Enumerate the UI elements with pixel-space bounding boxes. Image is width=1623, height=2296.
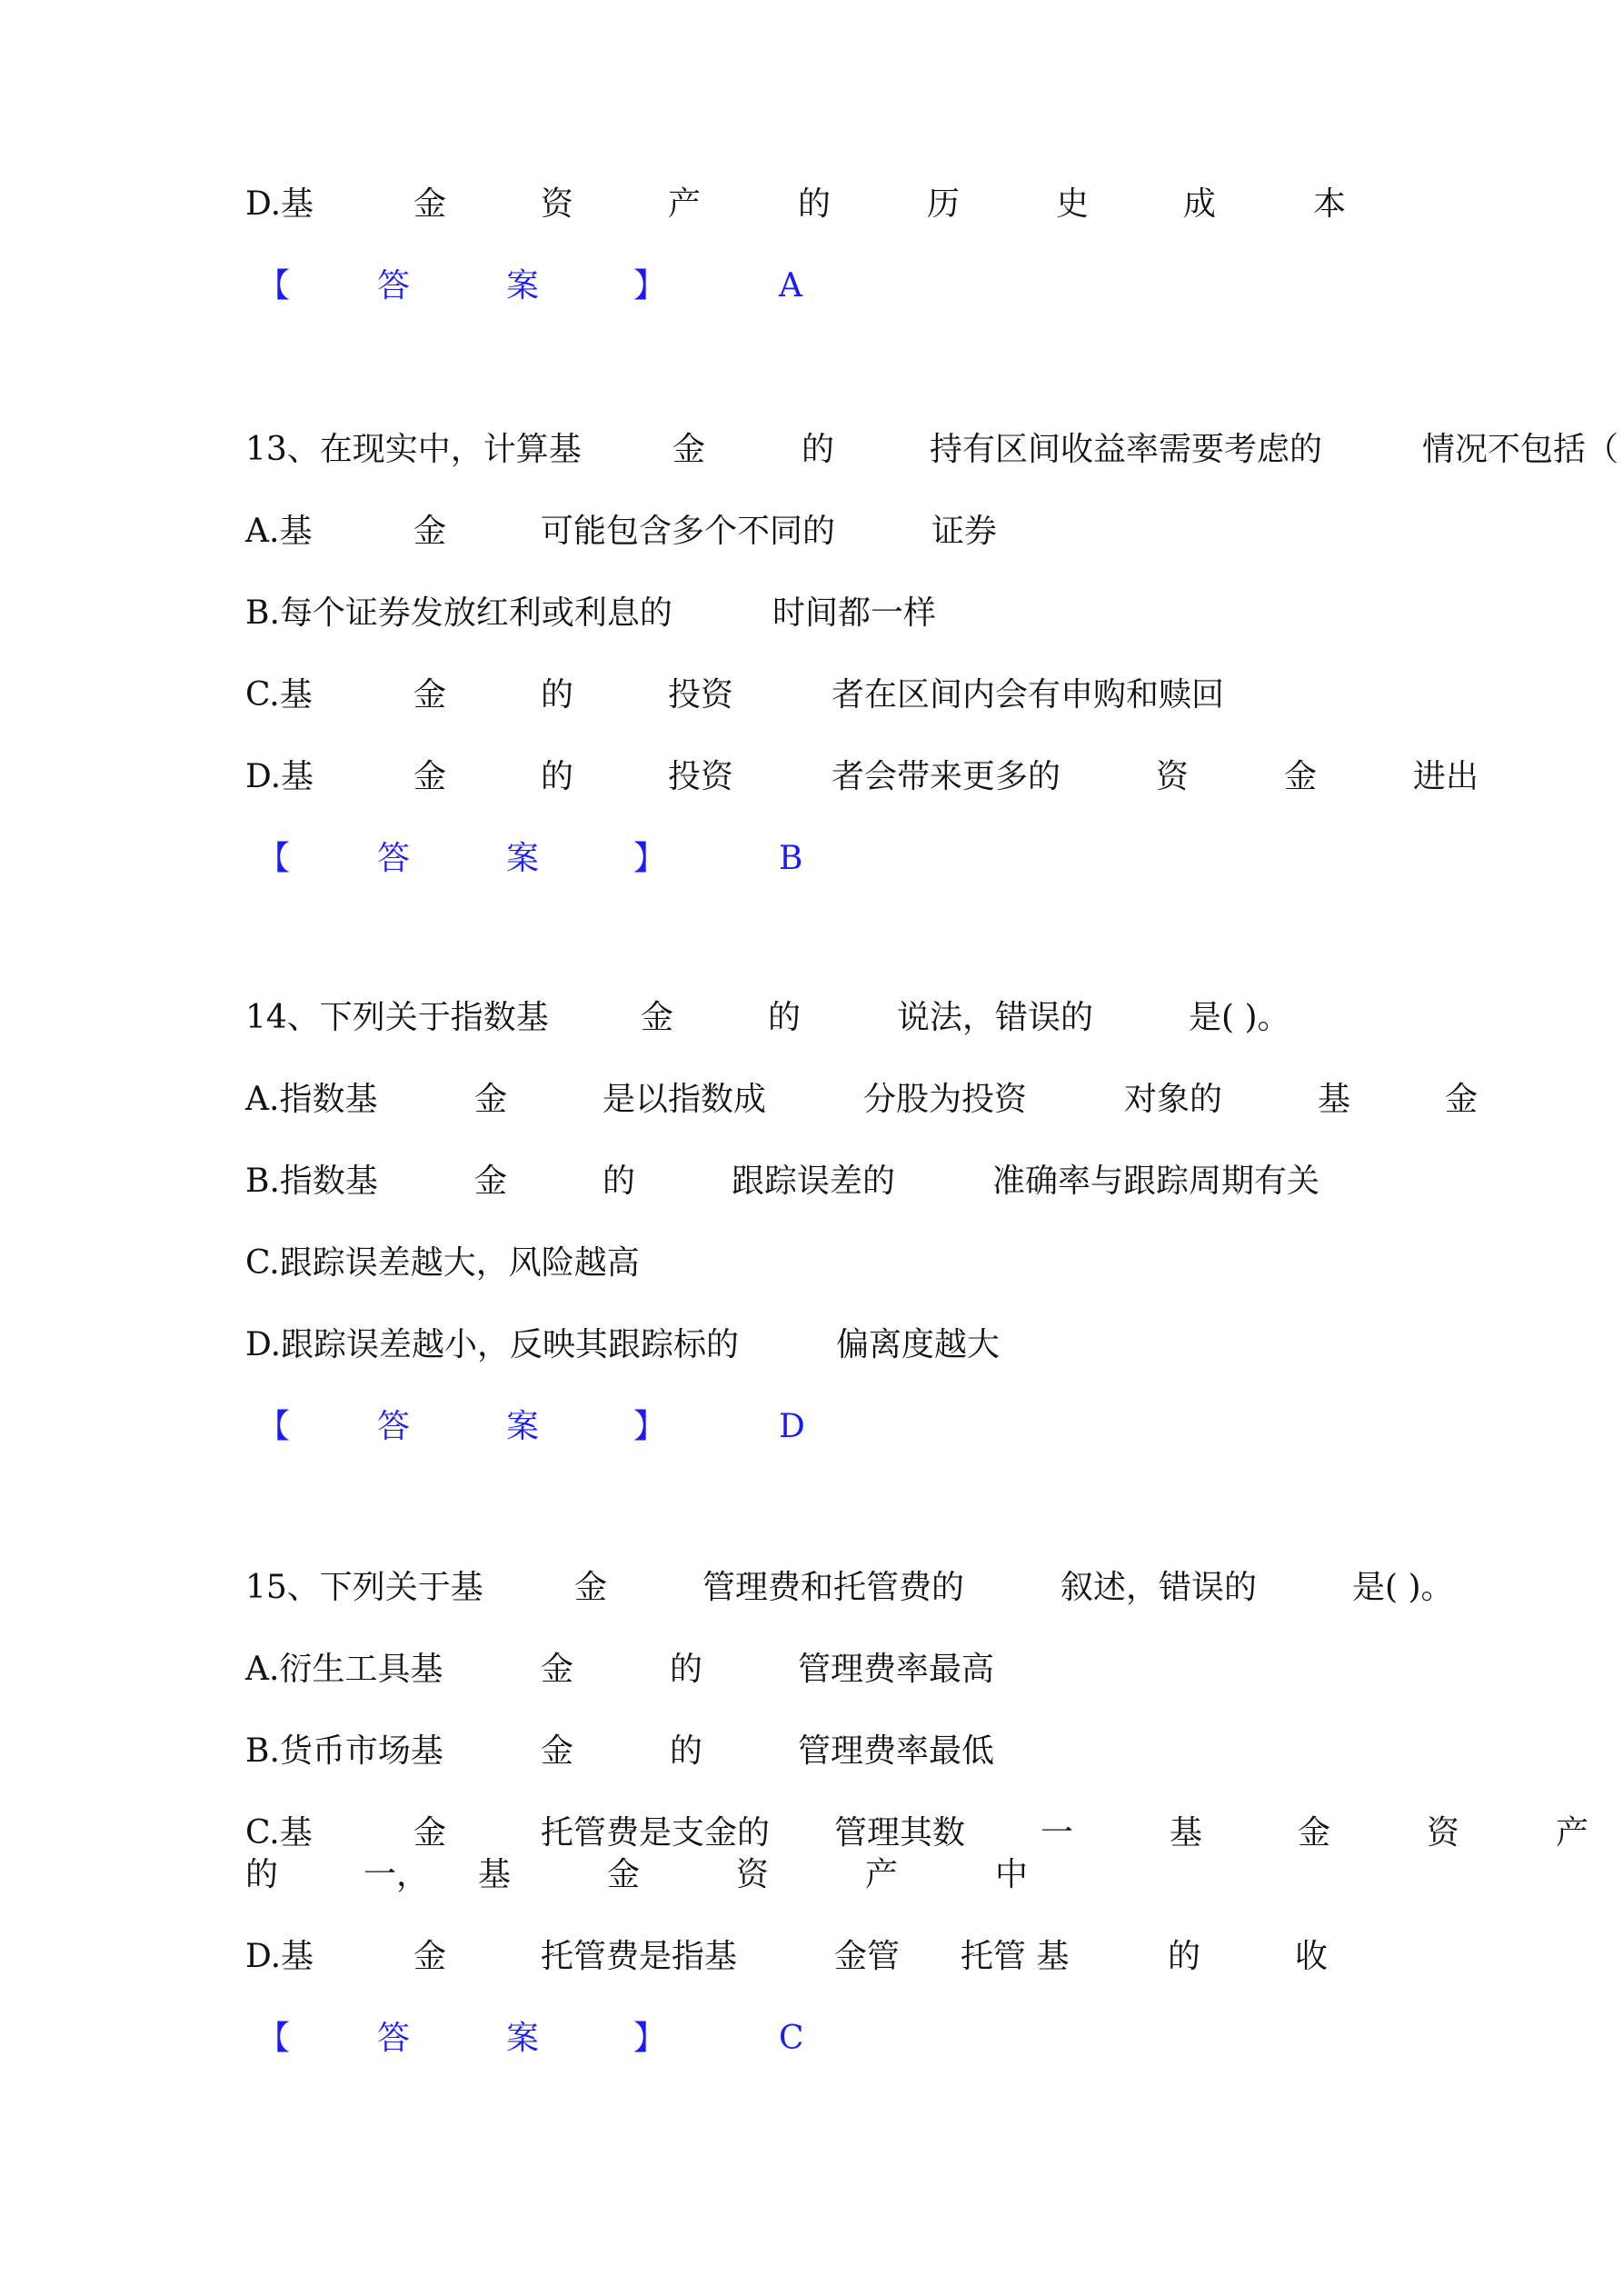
answer-label: 案 (506, 267, 540, 304)
option-text: 资 (1156, 758, 1190, 795)
answer-value: B (779, 840, 803, 877)
option-text: D.基 (245, 758, 314, 795)
stem-text: 叙述，错误的 (1060, 1569, 1258, 1606)
answer-label: 答 (377, 1408, 411, 1445)
option-text: 金 (1298, 1814, 1331, 1852)
option-text: 金 (413, 676, 447, 714)
option-text: 准确率与跟踪周期有关 (992, 1163, 1320, 1200)
option-text: D.跟踪误差越小，反映其跟踪标的 (245, 1326, 740, 1363)
option-text: 金 (1445, 1081, 1479, 1118)
option-text: 资 (541, 185, 574, 223)
option-text: D.基 (245, 1938, 314, 1975)
option-text: 对象的 (1124, 1081, 1223, 1118)
option-text: 的 (541, 758, 574, 795)
answer-bracket-close: 】 (633, 2020, 667, 2057)
option-text: C.基 (245, 676, 313, 714)
option-text: C.基 (245, 1814, 313, 1852)
option-text: 史 (1056, 185, 1090, 223)
option-text: 金 (1284, 758, 1318, 795)
option-text: 者在区间内会有申购和赎回 (831, 676, 1225, 714)
option-text: 中 (995, 1856, 1029, 1893)
stem-text: 的 (768, 999, 802, 1036)
answer-bracket-open: 【 (257, 1408, 291, 1445)
option-text: A.衍生工具基 (245, 1651, 443, 1688)
option-text: 资 (736, 1856, 770, 1893)
option-text: 金 (413, 185, 447, 223)
option-text: 金管 (834, 1938, 901, 1975)
stem-text: 说法，错误的 (897, 999, 1094, 1036)
option-text: 历 (927, 185, 961, 223)
stem-text: 金 (574, 1569, 608, 1606)
stem-text: 14、下列关于指数基 (245, 999, 549, 1036)
option-text: 的 (602, 1163, 636, 1200)
stem-text: 是( )。 (1352, 1569, 1454, 1606)
option-text: 资 (1427, 1814, 1460, 1852)
stem-text: 情况不包括（ (1422, 431, 1619, 468)
option-text: 分股为投资 (863, 1081, 1028, 1118)
stem-text: 金 (672, 431, 706, 468)
option-text: 时间都一样 (772, 594, 937, 632)
option-text: 产 (668, 185, 702, 223)
stem-text: 管理费和托管费的 (702, 1569, 965, 1606)
answer-bracket-close: 】 (633, 267, 667, 304)
option-text: 金 (474, 1163, 508, 1200)
stem-text: 持有区间收益率需要考虑的 (930, 431, 1323, 468)
option-text: 跟踪误差的 (732, 1163, 896, 1200)
option-text: 收 (1295, 1938, 1329, 1975)
answer-label: 案 (506, 2020, 540, 2057)
answer-bracket-open: 【 (257, 2020, 291, 2057)
option-text: 成 (1183, 185, 1217, 223)
option-text: 管理费率最低 (798, 1732, 995, 1770)
option-text: 的 (245, 1856, 279, 1893)
answer-bracket-close: 】 (633, 840, 667, 877)
option-text: 一 (1041, 1814, 1074, 1852)
stem-text: 是( )。 (1189, 999, 1290, 1036)
answer-value: D (779, 1408, 805, 1445)
option-text: 的 (541, 676, 574, 714)
answer-label: 答 (377, 267, 411, 304)
option-text: 金 (413, 513, 447, 550)
option-text: 进出 (1413, 758, 1479, 795)
option-text: 管理费率最高 (798, 1651, 995, 1688)
option-text: 证券 (931, 513, 998, 550)
option-text: 基 (478, 1856, 512, 1893)
option-text: 托管 基 (961, 1938, 1070, 1975)
option-text: 的 (798, 185, 831, 223)
option-text: 是以指数成 (602, 1081, 767, 1118)
option-text: 金 (413, 1814, 447, 1852)
option-text: 本 (1313, 185, 1347, 223)
option-text: 投资 (668, 758, 734, 795)
option-text: 者会带来更多的 (831, 758, 1061, 795)
option-text: 一， (363, 1856, 430, 1893)
answer-label: 答 (377, 2020, 411, 2057)
option-text: 金 (607, 1856, 641, 1893)
option-text: 的 (670, 1651, 703, 1688)
option-text: 基 (1318, 1081, 1351, 1118)
option-text: 金 (413, 1938, 447, 1975)
option-text: 金 (541, 1651, 574, 1688)
option-text: 托管费是指基 (541, 1938, 738, 1975)
answer-bracket-open: 【 (257, 840, 291, 877)
answer-bracket-open: 【 (257, 267, 291, 304)
answer-bracket-close: 】 (633, 1408, 667, 1445)
option-text: 的 (670, 1732, 703, 1770)
option-text: 管理其数 (834, 1814, 966, 1852)
option-text: 偏离度越大 (836, 1326, 1001, 1363)
option-text: A.指数基 (245, 1081, 378, 1118)
option-text: 金 (474, 1081, 508, 1118)
option-text: 基 (1170, 1814, 1203, 1852)
option-text: 金 (541, 1732, 574, 1770)
stem-text: 的 (802, 431, 835, 468)
option-text: B.货币市场基 (245, 1732, 443, 1770)
answer-label: 答 (377, 840, 411, 877)
option-text: B.每个证券发放红利或利息的 (245, 594, 672, 632)
option-text: 可能包含多个不同的 (541, 513, 836, 550)
answer-label: 案 (506, 1408, 540, 1445)
stem-text: 15、下列关于基 (245, 1569, 483, 1606)
option-text: 产 (1556, 1814, 1589, 1852)
option-text: 投资 (668, 676, 734, 714)
stem-text: 13、在现实中，计算基 (245, 431, 582, 468)
option-text: 金 (413, 758, 447, 795)
option-text: D.基 (245, 185, 314, 223)
answer-label: 案 (506, 840, 540, 877)
option-text: 的 (1168, 1938, 1201, 1975)
option-text: 产 (865, 1856, 899, 1893)
option-text: B.指数基 (245, 1163, 378, 1200)
answer-value: C (779, 2020, 804, 2057)
option-text: 托管费是支金的 (541, 1814, 771, 1852)
answer-value: A (779, 267, 802, 304)
option-text: C.跟踪误差越大，风险越高 (245, 1244, 640, 1282)
stem-text: 金 (641, 999, 674, 1036)
option-text: A.基 (245, 513, 313, 550)
